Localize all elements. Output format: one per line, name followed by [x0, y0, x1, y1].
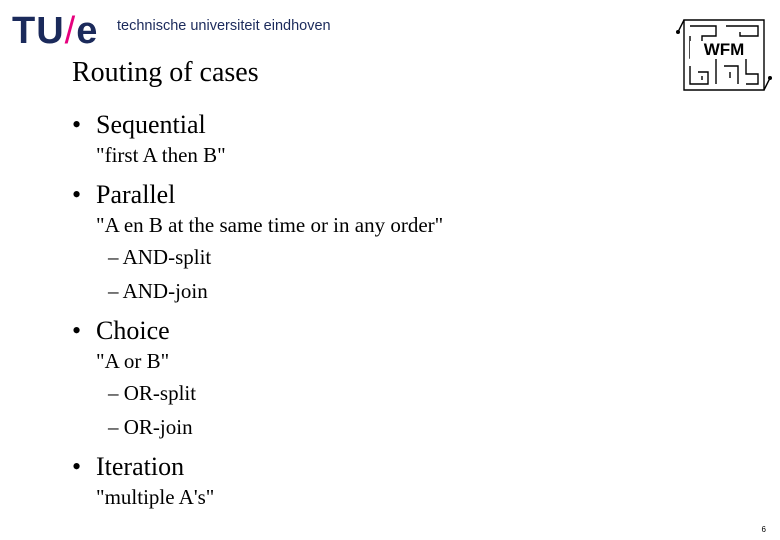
slide-title: Routing of cases: [72, 57, 259, 88]
sub-item: – AND-split: [108, 245, 212, 269]
bullet-icon: •: [72, 452, 82, 481]
sub-item: – AND-join: [108, 279, 208, 303]
tue-logo-text: technische universiteit eindhoven: [117, 18, 331, 34]
list-item: [72, 108, 752, 168]
item-label: Iteration: [96, 452, 185, 481]
bullet-icon: •: [72, 316, 82, 345]
list-item: [72, 450, 752, 510]
list-item: [72, 178, 752, 308]
wfm-logo: [676, 14, 772, 96]
item-label: Sequential: [96, 110, 206, 139]
item-label: Parallel: [96, 180, 176, 209]
item-desc: "A en B at the same time or in any order": [96, 213, 444, 237]
bullet-icon: •: [72, 180, 82, 209]
item-label: Choice: [96, 316, 170, 345]
bullet-list: [72, 108, 752, 510]
bullet-icon: •: [72, 110, 82, 139]
tue-logo: [12, 10, 342, 52]
tue-logo-mark: TU/e: [12, 10, 99, 52]
page-number: 6: [761, 525, 766, 534]
sub-item: – OR-split: [108, 381, 197, 405]
item-desc: "first A then B": [96, 143, 226, 167]
list-item: [72, 314, 752, 444]
sub-item: – OR-join: [108, 415, 193, 439]
item-desc: "multiple A's": [96, 485, 215, 509]
item-desc: "A or B": [96, 349, 170, 373]
svg-text:WFM: WFM: [703, 40, 745, 59]
